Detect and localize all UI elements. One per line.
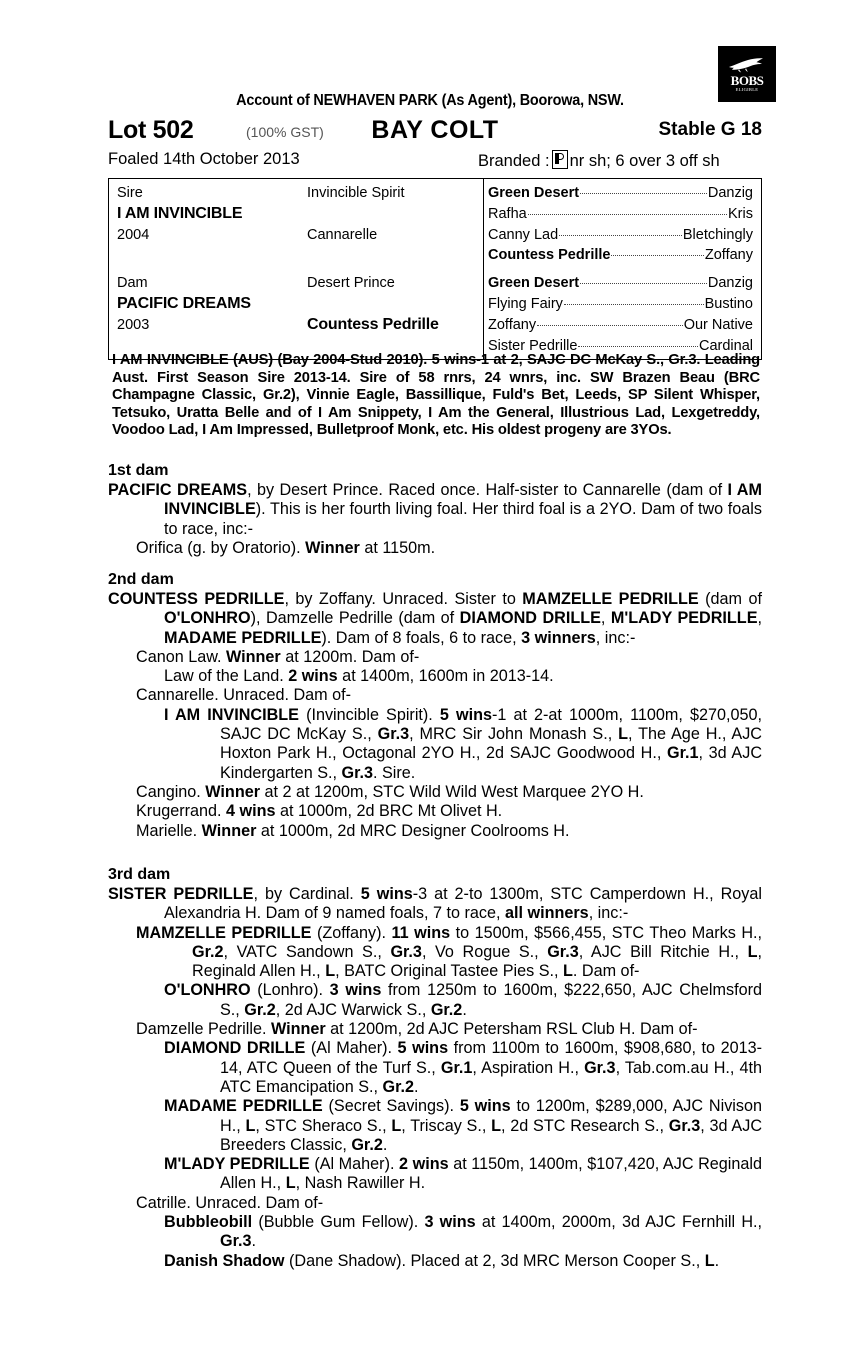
first-dam-line: Orifica (g. by Oratorio). Winner at 1150m. [136,538,436,557]
gen2-dam-spacer [307,294,483,315]
second-dam-line: Marielle. Winner at 1000m, 2d MRC Designer Coolrooms H. [136,821,570,840]
sire-summary-paragraph: I AM INVINCIBLE (AUS) (Bay 2004-Stud 2010). 5 wins-1 at 2, SAJC DC McKay S., Gr.3. Leading Aust. First Season Sire 2013-14. Sire of 58 rnrs, 24 wnrs, inc. SW Brazen Beau (BRC Champagne Classic, Gr.2), Vinnie Eagle, Bassillique, Fuld's Bet, Leeds, SP Silent Whisper, Tetsuko, Uratta Belle and of I Am Snippety, I Am the General, Illustrious Lad, Lexgetreddy, Voodoo Lad, I Am Impressed, Bulletproof Monk, etc. His oldest progeny are 3YOs. [112,352,760,439]
gen3-value: Kris [728,205,753,222]
leader-dots [580,283,707,284]
gen3-value: Zoffany [704,247,753,264]
leader-dots [559,235,682,236]
gen3-name: Canny Lad [488,226,559,243]
gen3-name: Rafha [488,205,527,222]
gen3-row [488,183,753,204]
third-dam-line: MADAME PEDRILLE (Secret Savings). 5 wins to 1200m, $289,000, AJC Nivison H., L, STC Sheraco S., L, Triscay S., L, 2d STC Research S., Gr.3, 3d AJC Breeders Classic, Gr.2. [164,1097,763,1154]
third-dam-line: DIAMOND DRILLE (Al Maher). 5 wins from 1100m to 1600m, $908,680, to 2013-14, ATC Queen of the Turf S., Gr.1, Aspiration H., Gr.3, Tab.com.au H., 4th ATC Emancipation S., Gr.2. [164,1039,762,1096]
lot-number: Lot 502 [108,116,194,144]
gen3-value: Danzig [707,185,753,201]
leader-dots [528,214,727,215]
pedigree-col-gen3-dam [483,269,759,359]
third-dam-line: Danish Shadow (Dane Shadow). Placed at 2, 3d MRC Merson Cooper S., L. [164,1251,720,1270]
dam-role-label: Dam [117,275,148,292]
dam-year: 2003 [117,316,150,333]
gen3-row [488,273,753,294]
third-dam-line: SISTER PEDRILLE, by Cardinal. 5 wins-3 at 2-to 1300m, STC Camperdown H., Royal Alexandria H. Dam of 9 named foals, 7 to race, all winners, inc:- [108,885,762,923]
second-dam-heading: 2nd dam [108,571,174,588]
brand-symbol-icon [552,150,568,169]
foaled-date: Foaled 14th October 2013 [108,150,300,168]
gen2-sire-spacer [307,204,483,225]
third-dam-line: O'LONHRO (Lonhro). 3 wins from 1250m to 1600m, $222,650, AJC Chelmsford S., Gr.2, 2d AJC Warwick S., Gr.2. [164,981,762,1019]
pedigree-table [108,178,762,360]
third-dam-line: Catrille. Unraced. Dam of- [136,1193,324,1212]
gen3-name: Green Desert [488,275,580,292]
sire-year: 2004 [117,226,150,243]
gen2-sire-spacer2 [307,245,483,266]
gen3-name: Countess Pedrille [488,247,611,264]
leader-dots [564,304,704,305]
second-dam-line: Cannarelle. Unraced. Dam of- [136,686,352,705]
stable-number: Stable G 18 [658,119,762,140]
gen3-value: Cardinal [699,337,753,354]
third-dam-line: Damzelle Pedrille. Winner at 1200m, 2d AJC Petersham RSL Club H. Dam of- [136,1020,698,1039]
third-dam-heading: 3rd dam [108,866,171,883]
second-dam-line: COUNTESS PEDRILLE, by Zoffany. Unraced. Sister to MAMZELLE PEDRILLE (dam of O'LONHRO), Damzelle Pedrille (dam of DIAMOND DRILLE, M'LADY PEDRILLE, MADAME PEDRILLE). Dam of 8 foals, 6 to race, 3 winners, inc:- [108,590,762,647]
colour-sex: BAY COLT [371,116,499,144]
gen3-value: Danzig [707,275,753,292]
third-dam-line: Bubbleobill (Bubble Gum Fellow). 3 wins at 1400m, 2000m, 3d AJC Fernhill H., Gr.3. [164,1213,762,1251]
pedigree-col-gen2-dam [305,269,483,359]
leader-dots [537,325,683,326]
leader-dots [578,346,698,347]
second-dam-line: Law of the Land. 2 wins at 1400m, 1600m in 2013-14. [164,667,554,686]
dam-dam: Countess Pedrille [307,315,439,333]
second-dam-line: Canon Law. Winner at 1200m. Dam of- [136,647,420,666]
branded-info [478,150,720,171]
dam-name: PACIFIC DREAMS [117,294,251,312]
sire-dam: Cannarelle [307,226,378,243]
pedigree-col-gen3-sire [483,179,759,269]
foaled-row [108,150,762,174]
gen3-value: Bletchingly [682,226,753,243]
second-dam-line: Cangino. Winner at 2 at 1200m, STC Wild Wild West Marquee 2YO H. [136,782,644,801]
bobs-horse-icon [727,56,767,74]
sire-role-label: Sire [117,185,143,201]
pedigree-sire-half [109,179,761,269]
account-line: Account of NEWHAVEN PARK (As Agent), Boorowa, NSW. [236,92,624,109]
sire-name: I AM INVINCIBLE [117,204,243,222]
leader-dots [611,255,703,256]
gen3-row [488,315,753,336]
first-dam-block [108,462,762,558]
pedigree-col-subject-dam [109,269,305,359]
dam-sire: Desert Prince [307,275,395,292]
gen3-name: Zoffany [488,316,537,333]
gen3-row [488,294,753,315]
third-dam-line: MAMZELLE PEDRILLE (Zoffany). 11 wins to 1500m, $566,455, STC Theo Marks H., Gr.2, VATC Sandown S., Gr.3, Vo Rogue S., Gr.3, AJC Bill Ritchie H., L, Reginald Allen H., L, BATC Original Tastee Pies S., L. Dam of- [136,923,763,981]
first-dam-heading: 1st dam [108,462,169,479]
gen3-row [488,245,753,266]
second-dam-line: Krugerrand. 4 wins at 1000m, 2d BRC Mt Olivet H. [136,802,503,821]
gen3-name: Green Desert [488,185,580,201]
pedigree-dam-half [109,269,761,359]
first-dam-line: PACIFIC DREAMS, by Desert Prince. Raced once. Half-sister to Cannarelle (dam of I AM INVINCIBLE). This is her fourth living foal. Her third foal is a 2YO. Dam of two foals to race, inc:- [108,481,762,538]
gen3-row [488,225,753,246]
pedigree-col-subject-sire [109,179,305,269]
logo-subtext: ELIGIBLE [735,86,759,92]
gen3-value: Bustino [704,295,753,312]
third-dam-block [108,866,762,1271]
branded-label: Branded : [478,152,550,170]
sire-spacer [117,245,305,266]
title-row [108,116,762,146]
pedigree-col-gen2-sire [305,179,483,269]
branded-detail: nr sh; 6 over 3 off sh [569,152,720,170]
leader-dots [580,193,707,194]
logo-wordmark: BOBS [730,72,764,88]
gen3-row [488,204,753,225]
second-dam-block [108,571,762,841]
gen3-name: Flying Fairy [488,295,563,312]
second-dam-line: I AM INVINCIBLE (Invincible Spirit). 5 wins-1 at 2-at 1000m, 1100m, $270,050, SAJC DC McKay S., Gr.3, MRC Sir John Monash S., L, The Age H., AJC Hoxton Park H., Octagonal 2YO H., 2d SAJC Goodwood H., Gr.1, 3d AJC Kindergarten S., Gr.3. Sire. [164,705,763,782]
gen3-name: Sister Pedrille [488,337,578,354]
gst-note: (100% GST) [246,124,324,140]
sire-sire: Invincible Spirit [307,185,405,201]
third-dam-line: M'LADY PEDRILLE (Al Maher). 2 wins at 1150m, 1400m, $107,420, AJC Reginald Allen H., L, Nash Rawiller H. [164,1155,762,1193]
gen3-value: Our Native [683,316,753,333]
